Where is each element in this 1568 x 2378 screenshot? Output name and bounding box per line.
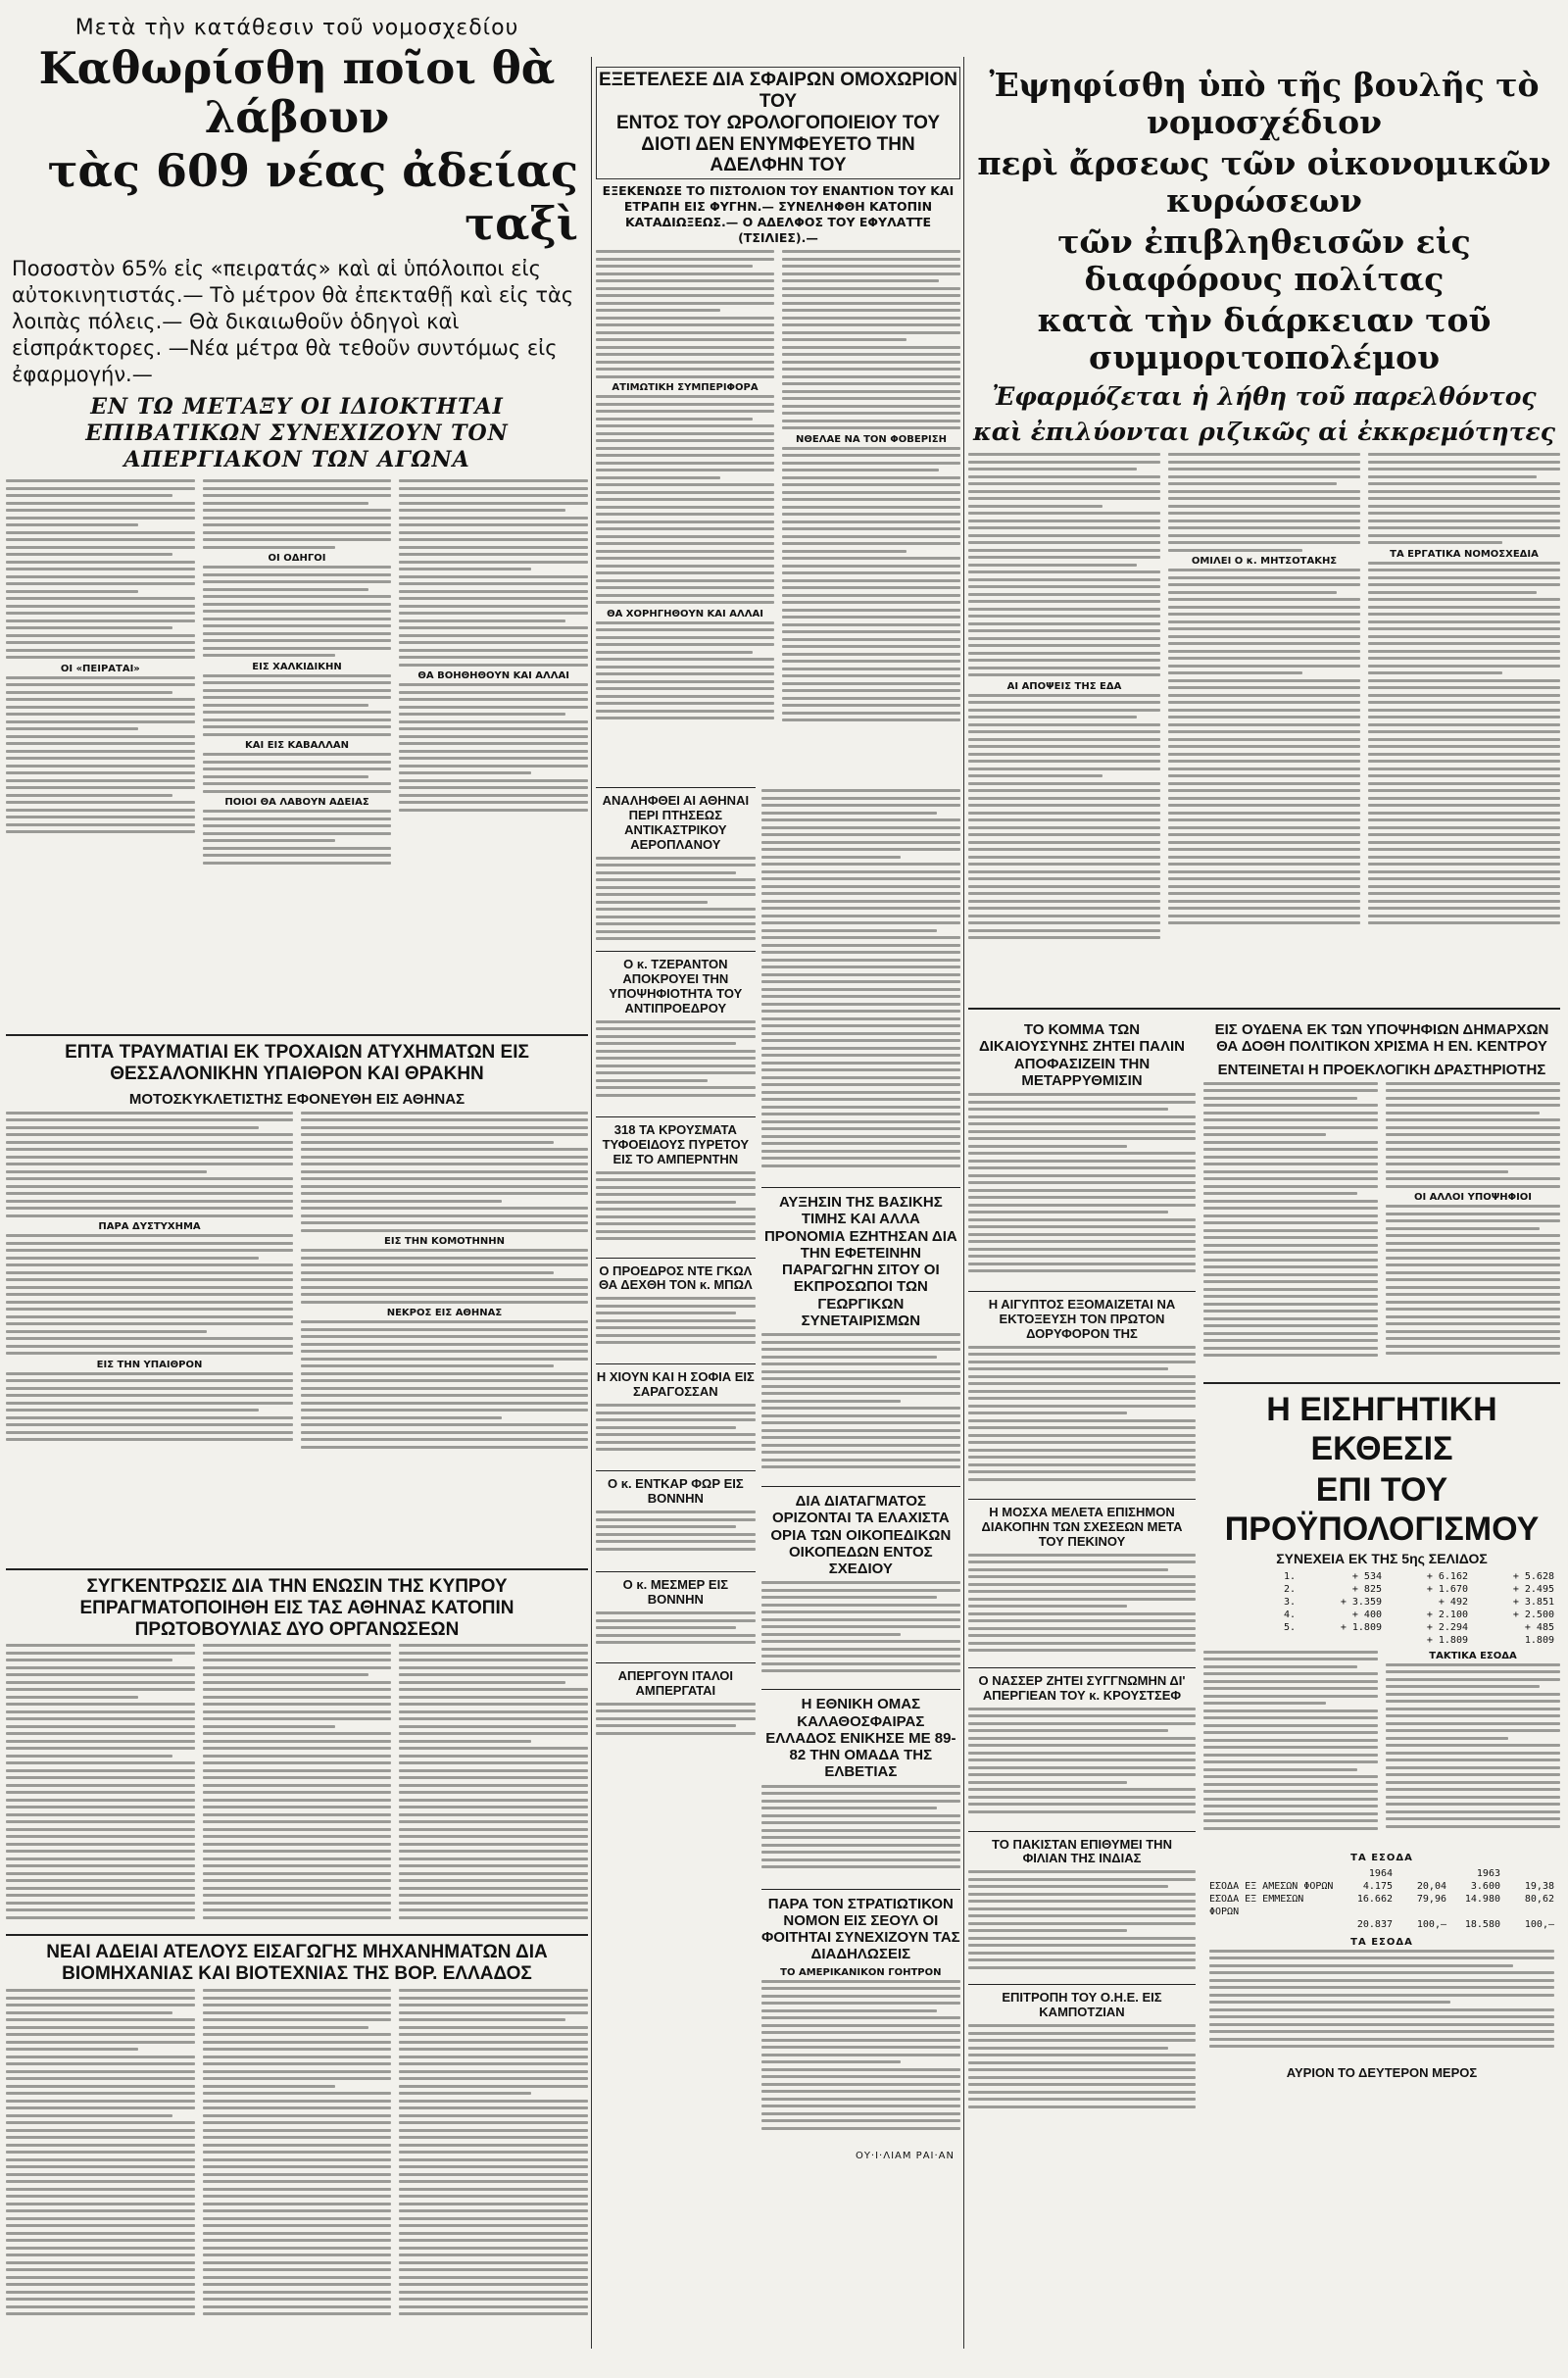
text-column: [761, 1980, 960, 2147]
table-cell: 16.662: [1356, 1893, 1393, 1905]
seoul-subhead: ΤΟ ΑΜΕΡΙΚΑΝΙΚΟΝ ΓΟΗΤΡΟΝ: [780, 1966, 942, 1978]
table-cell: + 1.809: [1426, 1634, 1468, 1646]
text-column: [968, 1346, 1196, 1493]
section-rule: [596, 787, 756, 788]
subhead-province: ΕΙΣ ΤΗΝ ΥΠΑΙΘΡΟΝ: [96, 1359, 203, 1370]
text-column: [1368, 453, 1560, 1002]
section-rule: [968, 1008, 1560, 1010]
table-cell: + 2.294: [1426, 1621, 1468, 1633]
antiaircraft-headline: ΑΝΑΛΗΦΘΕΙ ΑΙ ΑΘΗΝΑΙ ΠΕΡΙ ΠΤΗΣΕΩΣ ΑΝΤΙΚΑΣΤΡΙΚΟΥ ΑΕΡΟΠΛΑΝΟΥ: [602, 793, 750, 853]
text-column: [596, 250, 774, 779]
table-cell: 100,—: [1524, 1918, 1554, 1930]
table-cell: [1296, 1634, 1382, 1647]
basketball-headline: Η ΕΘΝΙΚΗ ΟΜΑΣ ΚΑΛΑΘΟΣΦΑΙΡΑΣ ΕΛΛΑΔΟΣ ΕΝΙΚΗΣΕ ΜΕ 89-82 ΤΗΝ ΟΜΑΔΑ ΤΗΣ ΕΛΒΕΤΙΑΣ: [765, 1696, 956, 1781]
section-rule: [761, 1187, 960, 1188]
table-cell: 100,—: [1416, 1918, 1446, 1930]
table-cell: + 400: [1351, 1609, 1382, 1620]
murder-headline-line2: ΕΝΤΟΣ ΤΟΥ ΩΡΟΛΟΓΟΠΟΙΕΙΟΥ ΤΟΥ: [615, 112, 940, 133]
table-cell: + 825: [1351, 1583, 1382, 1595]
bill-italic-line1: Ἐφαρμόζεται ἡ λήθη τοῦ παρελθόντος: [992, 382, 1537, 411]
table-cell: 14.980: [1464, 1893, 1500, 1905]
table-cell: 2.: [1283, 1583, 1296, 1595]
text-column: [1168, 453, 1360, 1002]
text-column: [596, 1020, 756, 1111]
text-column: [968, 1554, 1196, 1661]
section-rule: [968, 1831, 1196, 1832]
text-column: [968, 453, 1160, 1002]
subhead-komotini: ΕΙΣ ΤΗΝ ΚΟΜΟΤΗΝΗΝ: [384, 1236, 505, 1248]
text-column: [596, 1404, 756, 1464]
table-cell: 5.: [1283, 1621, 1296, 1633]
text-column: [761, 1581, 960, 1683]
subhead-tactical: ΤΑΚΤΙΚΑ ΕΣΟΔΑ: [1429, 1650, 1517, 1661]
table-cell: [1209, 1634, 1296, 1647]
text-column: [203, 1989, 392, 2342]
murder-deck: ΕΞΕΚΕΝΩΣΕ ΤΟ ΠΙΣΤΟΛΙΟΝ ΤΟΥ ΕΝΑΝΤΙΟΝ ΤΟΥ ΚΑΙ ΕΤΡΑΠΗ ΕΙΣ ΦΥΓΗΝ.— ΣΥΝΕΛΗΦΘΗ ΚΑΤΟΠΙΝ ΚΑΤΑΔΙΩΞΕΩΣ.— Ο ΑΔΕΛΦΟΣ ΤΟΥ ΕΦΥΛΑΤΤΕ (ΤΣΙΛΙΕΣ).—: [602, 183, 955, 246]
murder-article-body: [596, 250, 960, 779]
table-cell: + 485: [1524, 1621, 1554, 1633]
section-rule: [761, 1486, 960, 1487]
table-cell: + 1.809: [1340, 1621, 1382, 1633]
section-rule: [596, 1258, 756, 1259]
gerandon-headline: Ο κ. ΤΖΕΡΑΝΤΟΝ ΑΠΟΚΡΟΥΕΙ ΤΗΝ ΥΠΟΨΗΦΙΟΤΗΤΑ ΤΟΥ ΑΝΤΙΠΡΟΕΔΡΟΥ: [609, 956, 743, 1016]
subhead-shot: ΘΑ ΧΟΡΗΓΗΘΟΥΝ ΚΑΙ ΑΛΛΑΙ: [607, 608, 763, 619]
table-cell: + 5.628: [1512, 1570, 1554, 1582]
table-cell: 18.580: [1464, 1918, 1500, 1930]
cyprus-headline: ΣΥΓΚΕΝΤΡΩΣΙΣ ΔΙΑ ΤΗΝ ΕΝΩΣΙΝ ΤΗΣ ΚΥΠΡΟΥ ΕΠΡΑΓΜΑΤΟΠΟΙΗΘΗ ΕΙΣ ΤΑΣ ΑΘΗΝΑΣ ΚΑΤΟΠΙΝ ΠΡΩΤΟΒΟΥΛΙΑΣ ΔΥΟ ΟΡΓΑΝΩΣΕΩΝ: [79, 1575, 514, 1640]
subhead-punishment: ΑΤΙΜΩΤΙΚΗ ΣΥΜΠΕΡΙΦΟΡΑ: [612, 382, 759, 394]
table-row: [1209, 1596, 1554, 1609]
table-header-cell: 1963: [1476, 1867, 1500, 1879]
edgar-faure-headline: Ο κ. ΕΝΤΚΑΡ ΦΩΡ ΕΙΣ ΒΟΝΝΗΝ: [607, 1476, 744, 1507]
budget-headline-line2: ΕΠΙ ΤΟΥ ΠΡΟΫΠΟΛΟΓΙΣΜΟΥ: [1224, 1470, 1540, 1548]
egypt-headline: Η ΑΙΓΥΠΤΟΣ ΕΞΟΜΑΙΖΕΤΑΙ ΝΑ ΕΚΤΟΞΕΥΣΗ ΤΟΝ ΠΡΩΤΟΝ ΔΟΡΥΦΟΡΟΝ ΤΗΣ: [988, 1297, 1176, 1341]
tomorrow-notice: ΑΥΡΙΟΝ ΤΟ ΔΕΥΤΕΡΟΝ ΜΕΡΟΣ: [1286, 2064, 1478, 2080]
table-cell: 3.600: [1470, 1880, 1500, 1892]
table-header-cell: [1393, 1867, 1446, 1880]
section-rule: [1203, 1382, 1560, 1384]
table-row: [1209, 1880, 1554, 1893]
table-cell: 1.: [1283, 1570, 1296, 1582]
bill-headline-line3: τῶν ἐπιβληθεισῶν εἰς διαφόρους πολίτας: [1057, 223, 1471, 298]
table-row: [1209, 1583, 1554, 1596]
table-cell: 3.: [1283, 1596, 1296, 1608]
right-lower: [968, 1016, 1560, 2122]
mayors-headline: ΕΙΣ ΟΥΔΕΝΑ ΕΚ ΤΩΝ ΥΠΟΨΗΦΙΩΝ ΔΗΜΑΡΧΩΝ ΘΑ ΔΟΘΗ ΠΟΛΙΤΙΚΟΝ ΧΡΙΣΜΑ Η ΕΝ. ΚΕΝΤΡΟΥ: [1214, 1021, 1549, 1056]
text-column: [968, 1708, 1196, 1825]
lead-headline-line2: τὰς 609 νέας ἀδείας ταξὶ: [47, 144, 578, 250]
revenue-table: [1209, 1867, 1554, 1931]
table-row: [1209, 1893, 1554, 1918]
table-row: [1209, 1621, 1554, 1634]
subhead-assist: ΘΑ ΒΟΗΘΗΘΟΥΝ ΚΑΙ ΑΛΛΑΙ: [417, 670, 569, 681]
messmer-headline: Ο κ. ΜΕΣΜΕΡ ΕΙΣ ΒΟΝΝΗΝ: [622, 1577, 729, 1608]
italian-strike-headline: ΑΠΕΡΓΟΥΝ ΙΤΑΛΟΙ ΑΜΠΕΡΓΑΤΑΙ: [617, 1668, 734, 1698]
accident-headline: ΕΠΤΑ ΤΡΑΥΜΑΤΙΑΙ ΕΚ ΤΡΟΧΑΙΩΝ ΑΤΥΧΗΜΑΤΩΝ ΕΙΣ ΘΕΣΣΑΛΟΝΙΚΗΝ ΥΠΑΙΘΡΟΝ ΚΑΙ ΘΡΑΚΗΝ: [65, 1042, 529, 1084]
table-row: [1209, 1609, 1554, 1621]
moscow-headline: Η ΜΟΣΧΑ ΜΕΛΕΤΑ ΕΠΙΣΗΜΟΝ ΔΙΑΚΟΠΗΝ ΤΩΝ ΣΧΕΣΕΩΝ ΜΕΤΑ ΤΟΥ ΠΕΚΙΝΟΥ: [981, 1504, 1183, 1549]
text-column: [1209, 1950, 1554, 2057]
accident-subheadline: ΜΟΤΟΣΚΥΚΛΕΤΙΣΤΗΣ ΕΦΟΝΕΥΘΗ ΕΙΣ ΑΘΗΝΑΣ: [128, 1090, 466, 1108]
machinery-headline: ΝΕΑΙ ΑΔΕΙΑΙ ΑΤΕΛΟΥΣ ΕΙΣΑΓΩΓΗΣ ΜΗΧΑΝΗΜΑΤΩΝ ΔΙΑ ΒΙΟΜΗΧΑΝΙΑΣ ΚΑΙ ΒΙΟΤΕΧΝΙΑΣ ΤΗΣ ΒΟΡ. ΕΛΛΑΔΟΣ: [46, 1942, 548, 1985]
text-column: [761, 1333, 960, 1480]
budget-figures-table: [1209, 1570, 1554, 1647]
text-column: [596, 1511, 756, 1565]
text-column: [1386, 1651, 1560, 1847]
table-cell: + 2.100: [1426, 1609, 1468, 1620]
text-column: [6, 479, 195, 1028]
right-lower-left: [968, 1016, 1196, 2122]
section-rule: [596, 1571, 756, 1572]
budget-headline-line1: Η ΕΙΣΗΓΗΤΙΚΗ ΕΚΘΕΣΙΣ: [1266, 1390, 1497, 1467]
table-cell: + 1.670: [1426, 1583, 1468, 1595]
budget-article-body: [1203, 1651, 1560, 1847]
table-cell: + 3.359: [1340, 1596, 1382, 1608]
section-rule: [596, 1363, 756, 1364]
table-cell: 79,96: [1416, 1893, 1446, 1905]
section-rule: [596, 951, 756, 952]
subhead-labor: ΤΑ ΕΡΓΑΤΙΚΑ ΝΟΜΟΣΧΕΔΙΑ: [1390, 548, 1539, 560]
table-cell: 4.175: [1362, 1880, 1393, 1892]
section-rule: [761, 1689, 960, 1690]
seoul-headline: ΠΑΡΑ ΤΟΝ ΣΤΡΑΤΙΩΤΙΚΟΝ ΝΟΜΟΝ ΕΙΣ ΣΕΟΥΛ ΟΙ ΦΟΙΤΗΤΑΙ ΣΥΝΕΧΙΖΟΥΝ ΤΑΣ ΔΙΑΔΗΛΩΣΕΙΣ: [760, 1895, 960, 1963]
table-cell: + 2.495: [1512, 1583, 1554, 1595]
section-rule: [596, 1470, 756, 1471]
mayors-subheadline: ΕΝΤΕΙΝΕΤΑΙ Η ΠΡΟΕΚΛΟΓΙΚΗ ΔΡΑΣΤΗΡΙΟΤΗΣ: [1217, 1061, 1546, 1078]
table-row: [1209, 1570, 1554, 1583]
subhead-who-licenses: ΠΟΙΟΙ ΘΑ ΛΑΒΟΥΝ ΑΔΕΙΑΣ: [224, 797, 369, 808]
table-header-cell: [1209, 1867, 1339, 1880]
mid-small-stories: [596, 781, 960, 2165]
text-column: [1386, 1082, 1560, 1376]
table-header-cell: 1964: [1368, 1867, 1393, 1879]
table-cell: + 534: [1351, 1570, 1382, 1582]
section-rule: [596, 1116, 756, 1117]
murder-headline-line3: ΔΙΟΤΙ ΔΕΝ ΕΝΥΜΦΕΥΕΤΟ ΤΗΝ ΑΔΕΛΦΗΝ ΤΟΥ: [641, 133, 915, 176]
lead-deck: Ποσοστὸν 65% εἰς «πειρατάς» καὶ αἱ ὑπόλοιποι εἰς αὐτοκινητιστάς.— Τὸ μέτρον θὰ ἐπεκταθῇ καὶ εἰς τὰς λοιπὰς πόλεις.— Θὰ δικαιωθοῦν ὁδηγοὶ καὶ εἰσπράκτορες. —Νέα μέτρα θὰ τεθοῦν συντόμως εἰς ἐφαρμογήν.—: [12, 257, 574, 386]
middle-column: [596, 63, 960, 2349]
section-rule: [6, 1934, 588, 1936]
wheat-headline: ΑΥΞΗΣΙΝ ΤΗΣ ΒΑΣΙΚΗΣ ΤΙΜΗΣ ΚΑΙ ΑΛΛΑ ΠΡΟΝΟΜΙΑ ΕΖΗΤΗΣΑΝ ΔΙΑ ΤΗΝ ΕΦΕΤΕΙΝΗΝ ΠΑΡΑΓΩΓΗΝ ΣΙΤΟΥ ΟΙ ΕΚΠΡΟΣΩΠΟΙ ΤΩΝ ΓΕΩΡΓΙΚΩΝ ΣΥΝΕΤΑΙΡΙΣΜΩΝ: [763, 1194, 957, 1329]
table-header-row: [1209, 1867, 1554, 1880]
text-column: [1203, 1082, 1378, 1376]
pakistan-headline: ΤΟ ΠΑΚΙΣΤΑΝ ΕΠΙΘΥΜΕΙ ΤΗΝ ΦΙΛΙΑΝ ΤΗΣ ΙΝΔΙΑΣ: [992, 1836, 1172, 1866]
text-column: [399, 479, 588, 1028]
text-column: [596, 1171, 756, 1252]
snow-headline: Η ΧΙΟΥΝ ΚΑΙ Η ΣΟΦΙΑ ΕΙΣ ΣΑΡΑΓΟΣΣΑΝ: [596, 1369, 755, 1400]
un-headline: ΕΠΙΤΡΟΠΗ ΤΟΥ Ο.Η.Ε. ΕΙΣ ΚΑΜΠΟΤΖΙΑΝ: [1002, 1990, 1162, 2020]
text-column: [782, 250, 960, 779]
column-rule: [591, 57, 592, 2349]
accident-article-body: [6, 1112, 588, 1562]
table-header-cell: [1500, 1867, 1554, 1880]
budget-continued: ΣΥΝΕΧΕΙΑ ΕΚ ΤΗΣ 5ης ΣΕΛΙΔΟΣ: [1276, 1550, 1488, 1566]
subhead-others: ΟΙ ΑΛΛΟΙ ΥΠΟΨΗΦΙΟΙ: [1413, 1192, 1533, 1204]
text-column: [203, 1644, 392, 1928]
text-column: [301, 1112, 588, 1562]
table-cell: ΕΣΟΔΑ ΕΞ ΕΜΜΕΣΩΝ ΦΟΡΩΝ: [1209, 1893, 1304, 1917]
section-rule: [6, 1034, 588, 1036]
text-column: [968, 1093, 1196, 1285]
mid-small-right: [761, 781, 960, 2165]
plots-headline: ΔΙΑ ΔΙΑΤΑΓΜΑΤΟΣ ΟΡΙΖΟΝΤΑΙ ΤΑ ΕΛΑΧΙΣΤΑ ΟΡΙΑ ΤΩΝ ΟΙΚΟΠΕΔΙΚΩΝ ΟΙΚΟΠΕΔΩΝ ΕΝΤΟΣ ΣΧΕΔΙΟΥ: [770, 1493, 952, 1578]
table-cell: 20.837: [1356, 1918, 1393, 1930]
section-rule: [6, 1568, 588, 1570]
byline: ΟΥ·Ι·ΛΙΑΜ ΡΑΙ·ΑΝ: [855, 2150, 955, 2161]
table-cell: 19,38: [1524, 1880, 1554, 1892]
bill-article-body: [968, 453, 1560, 1002]
table-row: [1209, 1634, 1554, 1647]
text-column: [203, 479, 392, 1028]
text-column: [1203, 1651, 1378, 1847]
right-lower-right: [1203, 1016, 1560, 2122]
nasser-headline: Ο ΝΑΣΣΕΡ ΖΗΤΕΙ ΣΥΓΓΝΩΜΗΝ ΔΙ' ΑΠΕΡΓΙΕΑΝ ΤΟΥ κ. ΚΡΟΥΣΤΣΕΦ: [978, 1672, 1186, 1703]
lead-article-body: [6, 479, 588, 1028]
text-column: [761, 1785, 960, 1883]
subhead-drivers: ΟΙ ΟΔΗΓΟΙ: [268, 553, 326, 564]
subhead-dead: ΝΕΚΡΟΣ ΕΙΣ ΑΘΗΝΑΣ: [386, 1308, 503, 1319]
murder-headline-box: [596, 67, 960, 179]
party-headline: ΤΟ ΚΟΜΜΑ ΤΩΝ ΔΙΚΑΙΟΥΣΥΝΗΣ ΖΗΤΕΙ ΠΑΛΙΝ ΑΠΟΦΑΣΙΖΕΙΝ ΤΗΝ ΜΕΤΑΡΡΥΘΜΙΣΙΝ: [978, 1021, 1186, 1089]
left-kicker: Μετὰ τὴν κατάθεσιν τοῦ νομοσχεδίου: [74, 16, 519, 40]
bill-headline-line4: κατὰ τὴν διάρκειαν τοῦ συμμοριτοπολέμου: [1037, 301, 1492, 376]
lead-headline-line1: Καθωρίσθη ποῖοι θὰ λάβουν: [38, 42, 556, 143]
text-column: [6, 1644, 195, 1928]
mayors-article-body: [1203, 1082, 1560, 1376]
table-cell: 4.: [1283, 1609, 1296, 1620]
text-column: [6, 1989, 195, 2342]
text-column: [399, 1644, 588, 1928]
subhead-mitsotakis: ΟΜΙΛΕΙ Ο κ. ΜΗΤΣΟΤΑΚΗΣ: [1191, 556, 1338, 567]
murder-headline-line1: ΕΞΕΤΕΛΕΣΕ ΔΙΑ ΣΦΑΙΡΩΝ ΟΜΟΧΩΡΙΟΝ ΤΟΥ: [599, 70, 957, 112]
mid-small-left: [596, 781, 756, 2165]
table-row: [1209, 1918, 1554, 1931]
text-column: [761, 789, 960, 1181]
revenue-label-2: ΤΑ ΕΣΟΔΑ: [1350, 1936, 1413, 1948]
text-column: [968, 1870, 1196, 1978]
table-cell: 1.809: [1524, 1634, 1554, 1646]
subhead-chalkidiki: ΕΙΣ ΧΑΛΚΙΔΙΚΗΝ: [252, 661, 342, 672]
bill-headline-line2: περὶ ἄρσεως τῶν οἰκονομικῶν κυρώσεων: [977, 144, 1551, 220]
section-rule: [596, 1662, 756, 1663]
subhead-kavala: ΚΑΙ ΕΙΣ ΚΑΒΑΛΛΑΝ: [245, 740, 349, 751]
subhead-eda: ΑΙ ΑΠΟΨΕΙΣ ΤΗΣ ΕΔΑ: [1006, 680, 1122, 692]
cyprus-article-body: [6, 1644, 588, 1928]
table-cell: 80,62: [1524, 1893, 1554, 1905]
text-column: [399, 1989, 588, 2342]
section-rule: [968, 1984, 1196, 1985]
text-column: [596, 1297, 756, 1358]
bill-italic-line2: καὶ ἐπιλύονται ριζικῶς αἱ ἐκκρεμότητες: [973, 418, 1555, 446]
section-rule: [968, 1499, 1196, 1500]
text-column: [968, 2024, 1196, 2122]
table-cell: + 492: [1438, 1596, 1468, 1608]
table-cell: 20,04: [1416, 1880, 1446, 1892]
lead-italic-band: ΕΝ ΤΩ ΜΕΤΑΞΥ ΟΙ ΙΔΙΟΚΤΗΤΑΙ ΕΠΙΒΑΤΙΚΩΝ ΣΥΝΕΧΙΖΟΥΝ ΤΟΝ ΑΠΕΡΓΙΑΚΟΝ ΤΩΝ ΑΓΩΝΑ: [85, 394, 509, 472]
machinery-article-body: [6, 1989, 588, 2342]
table-cell: [1209, 1918, 1339, 1931]
section-rule: [968, 1667, 1196, 1668]
table-cell: ΕΣΟΔΑ ΕΞ ΑΜΕΣΩΝ ΦΟΡΩΝ: [1209, 1880, 1334, 1892]
typhoid-headline: 318 ΤΑ ΚΡΟΥΣΜΑΤΑ ΤΥΦΟΕΙΔΟΥΣ ΠΥΡΕΤΟΥ ΕΙΣ ΤΟ ΑΜΠΕΡΝΤΗΝ: [602, 1121, 750, 1166]
subhead-pirates: ΟΙ «ΠΕΙΡΑΤΑΙ»: [60, 663, 140, 674]
table-cell: + 3.851: [1512, 1596, 1554, 1608]
text-column: [6, 1112, 293, 1562]
text-column: [596, 1611, 756, 1657]
subhead-nuelas: ΝΘΕΛΑΕ ΝΑ ΤΟΝ ΦΟΒΕΡΙΣΗ: [796, 433, 947, 445]
text-column: [596, 857, 756, 945]
subhead-another: ΠΑΡΑ ΔΥΣΤΥΧΗΜΑ: [98, 1221, 201, 1233]
text-column: [596, 1703, 756, 1748]
column-rule: [963, 57, 964, 2349]
president-headline: Ο ΠΡΟΕΔΡΟΣ ΝΤΕ ΓΚΩΛ ΘΑ ΔΕΧΘΗ ΤΟΝ κ. ΜΠΩΛ: [598, 1263, 753, 1293]
table-cell: + 6.162: [1426, 1570, 1468, 1582]
revenue-label: ΤΑ ΕΣΟΔΑ: [1350, 1852, 1413, 1863]
section-rule: [968, 1291, 1196, 1292]
right-column: [968, 63, 1560, 2349]
section-rule: [761, 1889, 960, 1890]
bill-headline-line1: Ἐψηφίσθη ὑπὸ τῆς βουλῆς τὸ νομοσχέδιον: [989, 66, 1540, 141]
left-column: [6, 10, 588, 2349]
table-cell: + 2.500: [1512, 1609, 1554, 1620]
